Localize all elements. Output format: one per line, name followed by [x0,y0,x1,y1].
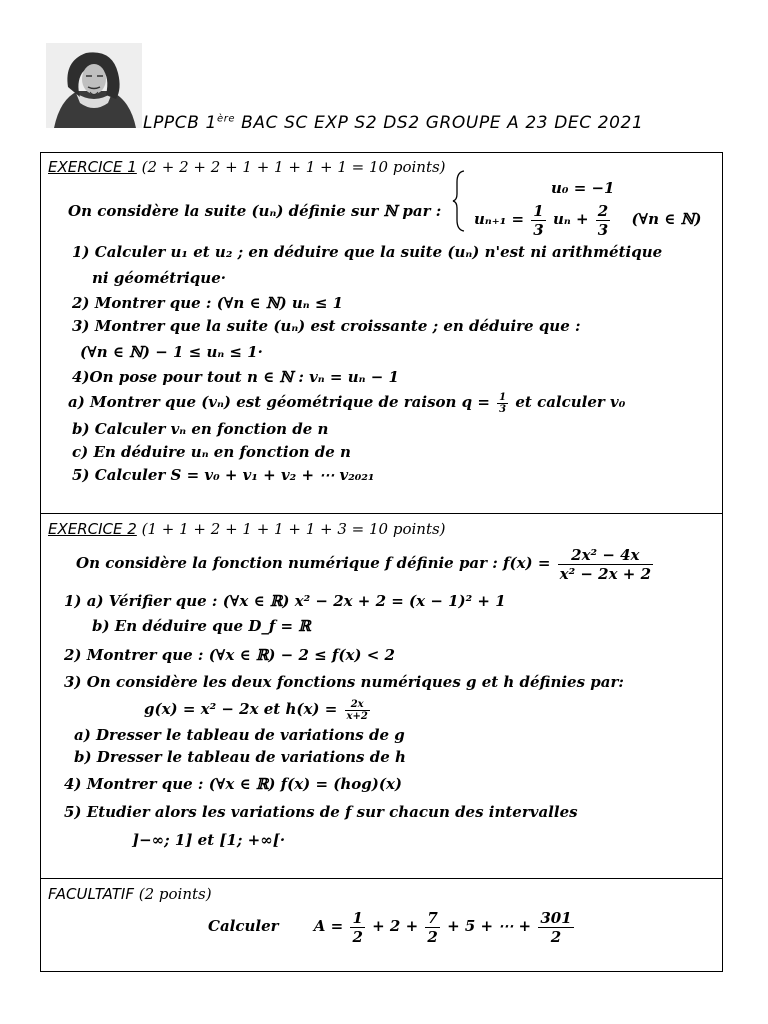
rec-f1-den: 3 [533,220,544,239]
ex2-h-den: x+2 [346,710,368,722]
ex2-f-num: 2x² − 4x [558,546,653,565]
fac-fraction-3 [538,909,573,946]
ex2-intro-line [76,545,655,583]
header-rest: BAC SC EXP S2 DS2 GROUPE A 23 DEC 2021 [235,113,644,133]
rec-cond: (∀n ∈ ℕ) [631,210,702,228]
ex2-h-num: 2x [345,699,370,711]
ex1-q2: 2) Montrer que : (∀n ∈ ℕ) uₙ ≤ 1 [72,294,344,312]
ex2-f-den: x² − 2x + 2 [559,564,652,583]
fac-fraction-2 [425,909,439,946]
ex1-u0: u₀ = −1 [551,179,615,197]
ex1-q4a-fraction [497,392,508,415]
rec-mid: uₙ + [552,210,589,228]
ex1-intro: On considère la suite (uₙ) définie sur ℕ par : [68,202,442,220]
system-brace [452,170,466,232]
facultatif-points: (2 points) [138,885,212,903]
ex1-q4b: b) Calculer vₙ en fonction de n [72,420,329,438]
ex1-q1b: ni géométrique· [92,269,226,287]
header-superscript: ère [216,113,236,125]
rec-fraction-2 [596,202,610,239]
ex2-q3a: a) Dresser le tableau de variations de g [74,726,405,744]
ex2-q4: 4) Montrer que : (∀x ∈ ℝ) f(x) = (hog)(x) [64,775,403,793]
ex1-q4: 4)On pose pour tout n ∈ ℕ : vₙ = uₙ − 1 [72,368,399,386]
portrait-image [46,43,142,128]
ex2-q3-def [144,692,372,726]
fac-f3-den: 2 [550,927,562,946]
ex2-q5b: ]−∞; 1] et [1; +∞[· [132,831,286,849]
ex2-intro: On considère la fonction numérique f définie par : f(x) = [76,554,551,572]
fac-mid-2: + 5 + ⋯ + [447,917,532,935]
fac-f1-den: 2 [352,927,363,946]
ex1-q3: 3) Montrer que la suite (uₙ) est croissante ; en déduire que : [72,317,581,335]
header-prefix: LPPCB 1 [143,113,217,133]
ex1-q4a-post: et calculer v₀ [515,393,626,411]
portrait-engraving [46,43,142,128]
ex1-q4a-num: 1 [499,391,507,403]
ex1-q4a-den: 3 [499,403,507,415]
ex2-q3-def-text: g(x) = x² − 2x et h(x) = [144,700,338,718]
exercise-2-points: (1 + 1 + 2 + 1 + 1 + 1 + 3 = 10 points) [141,520,446,538]
rec-f2-num: 2 [597,201,609,220]
rec-fraction-1 [531,202,545,239]
ex2-q5: 5) Etudier alors les variations de f sur chacun des intervalles [64,803,578,821]
facultatif-formula [208,906,576,946]
fac-f2-den: 2 [427,927,438,946]
ex1-q4a [68,386,625,418]
rec-f1-num: 1 [533,201,544,220]
ex2-q3: 3) On considère les deux fonctions numériques g et h définies par: [64,673,624,691]
ex1-q3b: (∀n ∈ ℕ) − 1 ≤ uₙ ≤ 1· [80,343,263,361]
ex2-q2: 2) Montrer que : (∀x ∈ ℝ) − 2 ≤ f(x) < 2 [64,646,395,664]
rec-lhs: uₙ₊₁ = [474,210,525,228]
ex2-h-fraction [345,699,370,722]
exercise-2-heading [48,520,446,538]
ex1-recurrence [474,201,701,239]
ex1-q4a-pre: a) Montrer que (vₙ) est géométrique de raison q = [68,393,490,411]
fac-f1-num: 1 [352,908,363,927]
fac-fraction-1 [350,909,364,946]
page-header [143,113,643,133]
ex2-q1b: b) En déduire que D_f = ℝ [92,617,311,635]
exercise-1-heading [48,158,446,176]
facultatif-title: FACULTATIF [48,885,134,903]
fac-calc: Calculer [208,917,279,935]
fac-f2-num: 7 [427,908,438,927]
ex2-f-fraction [558,546,653,583]
ex1-q1: 1) Calculer u₁ et u₂ ; en déduire que la suite (uₙ) n'est ni arithmétique [72,243,663,261]
fac-f3-num: 301 [540,908,572,927]
facultatif-heading [48,885,212,903]
ex2-q3b: b) Dresser le tableau de variations de h [74,748,406,766]
exercise-1-title: EXERCICE 1 [48,158,137,176]
fac-mid-1: + 2 + [372,917,419,935]
exercise-1-points: (2 + 2 + 2 + 1 + 1 + 1 + 1 = 10 points) [141,158,446,176]
rec-f2-den: 3 [597,220,609,239]
ex1-q4c: c) En déduire uₙ en fonction de n [72,443,351,461]
ex2-q1a: 1) a) Vérifier que : (∀x ∈ ℝ) x² − 2x + 2 = (x − 1)² + 1 [64,592,506,610]
fac-a-lhs: A = [313,917,344,935]
ex1-q5: 5) Calculer S = v₀ + v₁ + v₂ + ⋯ v₂₀₂₁ [72,466,375,484]
exercise-2-title: EXERCICE 2 [48,520,137,538]
